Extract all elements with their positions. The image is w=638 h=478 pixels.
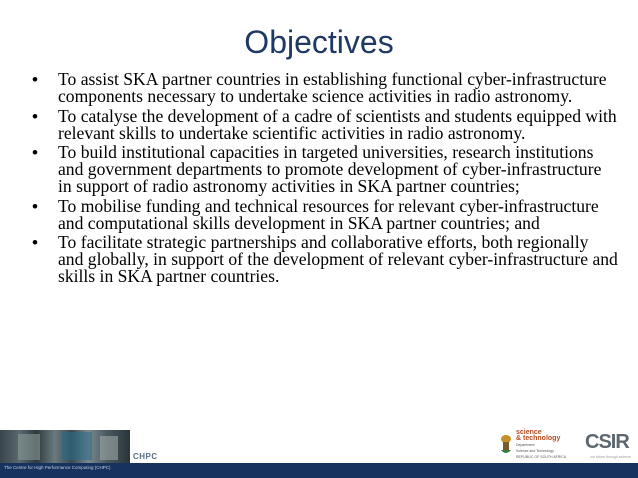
csir-logo: CSIR (585, 431, 629, 453)
bullet-icon: • (32, 143, 38, 162)
bullet-icon: • (32, 106, 38, 126)
bullet-text: To mobilise funding and technical resources for relevant cyber-infrastructure and computational skills development in SKA partner countries; and (58, 195, 599, 233)
bullet-icon: • (32, 196, 38, 216)
bullet-text: To assist SKA partner countries in establishing functional cyber-infrastructure components necessary to undertake science activities in radio astronomy. (58, 69, 607, 106)
bullet-text: To facilitate strategic partnerships and collaborative efforts, both regionally and globally, in support of the development of relevant cyber-infrastructure and skills in SKA partner countries. (58, 232, 618, 286)
slide-footer (0, 430, 638, 478)
footer-caption: The Centre for High Performance Computing (CHPC) (4, 465, 111, 470)
bullet-icon: • (32, 233, 38, 252)
list-item (26, 234, 618, 285)
bullet-text: To build institutional capacities in targeted universities, research institutions and government departments to promote development of cyber-infrastructure in support of radio astronomy activities in SKA partner countries; (58, 142, 602, 196)
chpc-logo: CHPC (133, 452, 158, 461)
slide-title: Objectives (244, 24, 394, 60)
list-item (26, 105, 618, 143)
bullet-icon: • (32, 70, 38, 89)
sa-coat-of-arms-icon (500, 434, 512, 456)
objectives-list (26, 71, 618, 288)
list-item (26, 71, 618, 105)
bullet-text: To catalyse the development of a cadre of scientists and students equipped with relevant skills to undertake scientific activities in radio astronomy. (58, 105, 617, 143)
list-item (26, 195, 618, 233)
dst-logo: science & technology Department: Science and Technology REPUBLIC OF SOUTH AFRICA (516, 429, 567, 459)
list-item (26, 144, 618, 195)
csir-tagline: our future through science (590, 455, 631, 459)
footer-photo-strip (0, 430, 130, 463)
